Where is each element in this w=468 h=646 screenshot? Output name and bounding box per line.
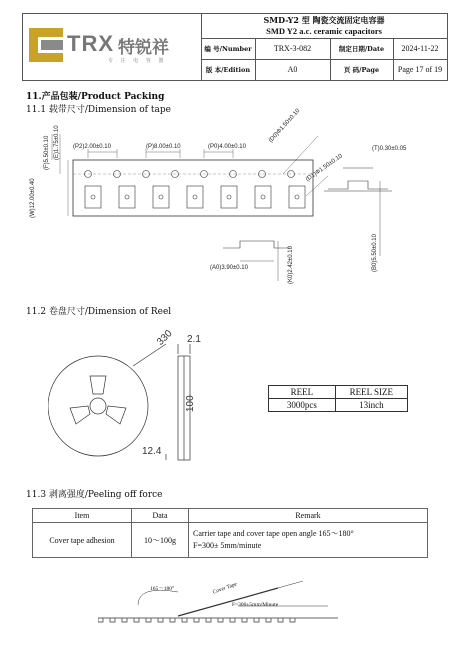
peel-item: Cover tape adhesion bbox=[33, 523, 132, 558]
title-en: SMD Y2 a.c. ceramic capacitors bbox=[266, 26, 382, 36]
dim-k0: (K0)2.42±0.10 bbox=[288, 246, 294, 284]
brand-name-cn: 特锐祥 bbox=[118, 38, 169, 58]
peel-data: 10～100g bbox=[132, 523, 189, 558]
section-reel: 11.2 卷盘尺寸/Dimension of Reel bbox=[26, 307, 172, 317]
trx-logo-icon bbox=[29, 28, 69, 62]
dim-reel-12-4: 12.4 bbox=[142, 446, 162, 457]
peel-force: F=300±5mm/Minute bbox=[232, 602, 279, 608]
peel-remark-line1: Carrier tape and cover tape open angle 165～180° bbox=[193, 529, 354, 538]
reel-qty: 3000pcs bbox=[269, 399, 336, 412]
doc-header bbox=[22, 13, 448, 81]
edition-label: 版 本/Edition bbox=[205, 66, 251, 74]
section-product-packing: 11.产品包装/Product Packing bbox=[26, 92, 165, 102]
reel-size: 13inch bbox=[335, 399, 407, 412]
section-tape: 11.1 载带尺寸/Dimension of tape bbox=[26, 105, 171, 115]
section-peel: 11.3 剥离强度/Peeling off force bbox=[26, 490, 163, 500]
brand-name: TRX bbox=[67, 31, 114, 56]
dim-e: (E)1.75±0.10 bbox=[54, 125, 60, 160]
dim-reel-2-1: 2.1 bbox=[187, 334, 201, 345]
dim-w: (W)12.00±0.40 bbox=[30, 178, 36, 218]
company-logo bbox=[23, 14, 202, 80]
peel-cover-tape: Cover Tape bbox=[212, 581, 238, 596]
peel-head-item: Item bbox=[33, 509, 132, 523]
brand-slogan: 专 注 电 容 器 bbox=[108, 58, 167, 64]
date-value: 2024-11-22 bbox=[401, 44, 439, 53]
peel-head-data: Data bbox=[132, 509, 189, 523]
dim-f: (F)5.50±0.10 bbox=[44, 135, 50, 170]
reel-head: REEL bbox=[269, 386, 336, 399]
dim-d1: (D1)Φ1.50±0.10 bbox=[305, 153, 344, 183]
tape-drawing bbox=[28, 116, 428, 286]
peel-remark-line2: F=300± 5mm/minute bbox=[193, 541, 262, 550]
number-value: TRX-3-082 bbox=[273, 44, 312, 53]
dim-p0: (P0)4.00±0.10 bbox=[208, 144, 246, 150]
peel-head-remark: Remark bbox=[189, 509, 428, 523]
dim-d0: (D0)Φ1.50±0.10 bbox=[268, 107, 302, 145]
title-cn: SMD-Y2 型 陶瓷交流固定电容器 bbox=[263, 15, 385, 25]
dim-reel-100: 100 bbox=[185, 395, 196, 412]
dim-b0: (B0)5.50±0.10 bbox=[372, 234, 378, 272]
dim-t: (T)0.30±0.05 bbox=[372, 146, 407, 152]
edition-value: A0 bbox=[287, 65, 298, 74]
number-label: 编 号/Number bbox=[204, 45, 252, 53]
reel-table bbox=[268, 385, 408, 412]
dim-a0: (A0)3.90±0.10 bbox=[210, 265, 248, 271]
dim-reel-330: 330 bbox=[155, 328, 175, 348]
dim-p2: (P2)2.00±0.10 bbox=[73, 144, 111, 150]
peel-angle: 165～180° bbox=[150, 586, 175, 592]
peel-remark bbox=[189, 523, 428, 558]
page-value: Page 17 of 19 bbox=[397, 65, 443, 74]
date-label: 制定日期/Date bbox=[338, 45, 385, 53]
page-label: 页 码/Page bbox=[343, 66, 380, 74]
peel-table bbox=[32, 508, 428, 558]
dim-p: (P)8.00±0.10 bbox=[146, 144, 181, 150]
reel-size-head: REEL SIZE bbox=[335, 386, 407, 399]
